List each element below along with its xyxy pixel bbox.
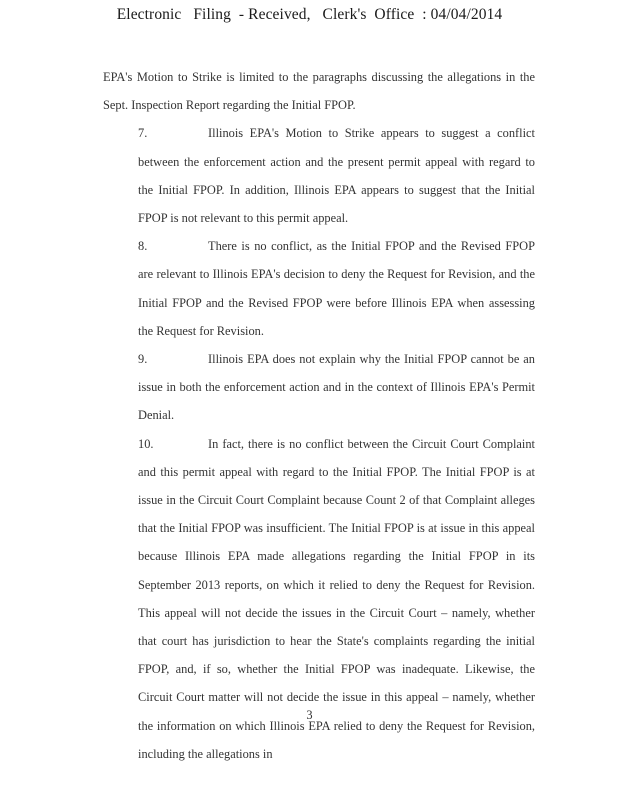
paragraph-text: There is no conflict, as the Initial FPOP and the Revised FPOP are relevant to Illinois EPA's decision to deny the Request for Revision, and the Initial FPOP and the Revised FPOP were before Illinois EPA when assessing the Request for Revision. [138,239,535,338]
paragraph-9 [103,345,535,430]
paragraph-8 [103,232,535,345]
paragraph-text: Illinois EPA does not explain why the Initial FPOP cannot be an issue in both the enforcement action and in the context of Illinois EPA's Permit Denial. [138,352,535,423]
paragraph-text: In fact, there is no conflict between the Circuit Court Complaint and this permit appeal with regard to the Initial FPOP. The Initial FPOP is at issue in the Circuit Court Complaint because Count 2 of that Complaint alleges that the Initial FPOP was insufficient. The Initial FPOP is at issue in this appeal because Illinois EPA made allegations regarding the Initial FPOP in its September 2013 reports, on which it relied to deny the Request for Revision. This appeal will not decide the issues in the Circuit Court – namely, whether that court has jurisdiction to hear the State's complaints regarding the initial FPOP, and, if so, whether the Initial FPOP was inadequate. Likewise, the Circuit Court matter will not decide the issue in this appeal – namely, whether the information on which Illinois EPA relied to deny the Request for Revision, including the allegations in [138,436,535,761]
filing-stamp-header: Electronic Filing - Received, Clerk's Office : 04/04/2014 [116,6,503,23]
paragraph-number: 7. [138,126,148,141]
paragraph-7 [103,119,535,232]
page-number: 3 [306,708,313,722]
paragraph-number: 8. [138,239,148,254]
paragraph-number: 9. [138,352,148,367]
paragraph-number: 10. [138,436,154,451]
paragraph-text: Illinois EPA's Motion to Strike appears to suggest a conflict between the enforcement action and the present permit appeal with regard to the Initial FPOP. In addition, Illinois EPA appears to suggest that the Initial FPOP is not relevant to this permit appeal. [138,126,535,226]
document-body [103,63,535,768]
continuation-paragraph: EPA's Motion to Strike is limited to the paragraphs discussing the allegations in the Sept. Inspection Report regarding the Initial FPOP. [103,70,535,113]
